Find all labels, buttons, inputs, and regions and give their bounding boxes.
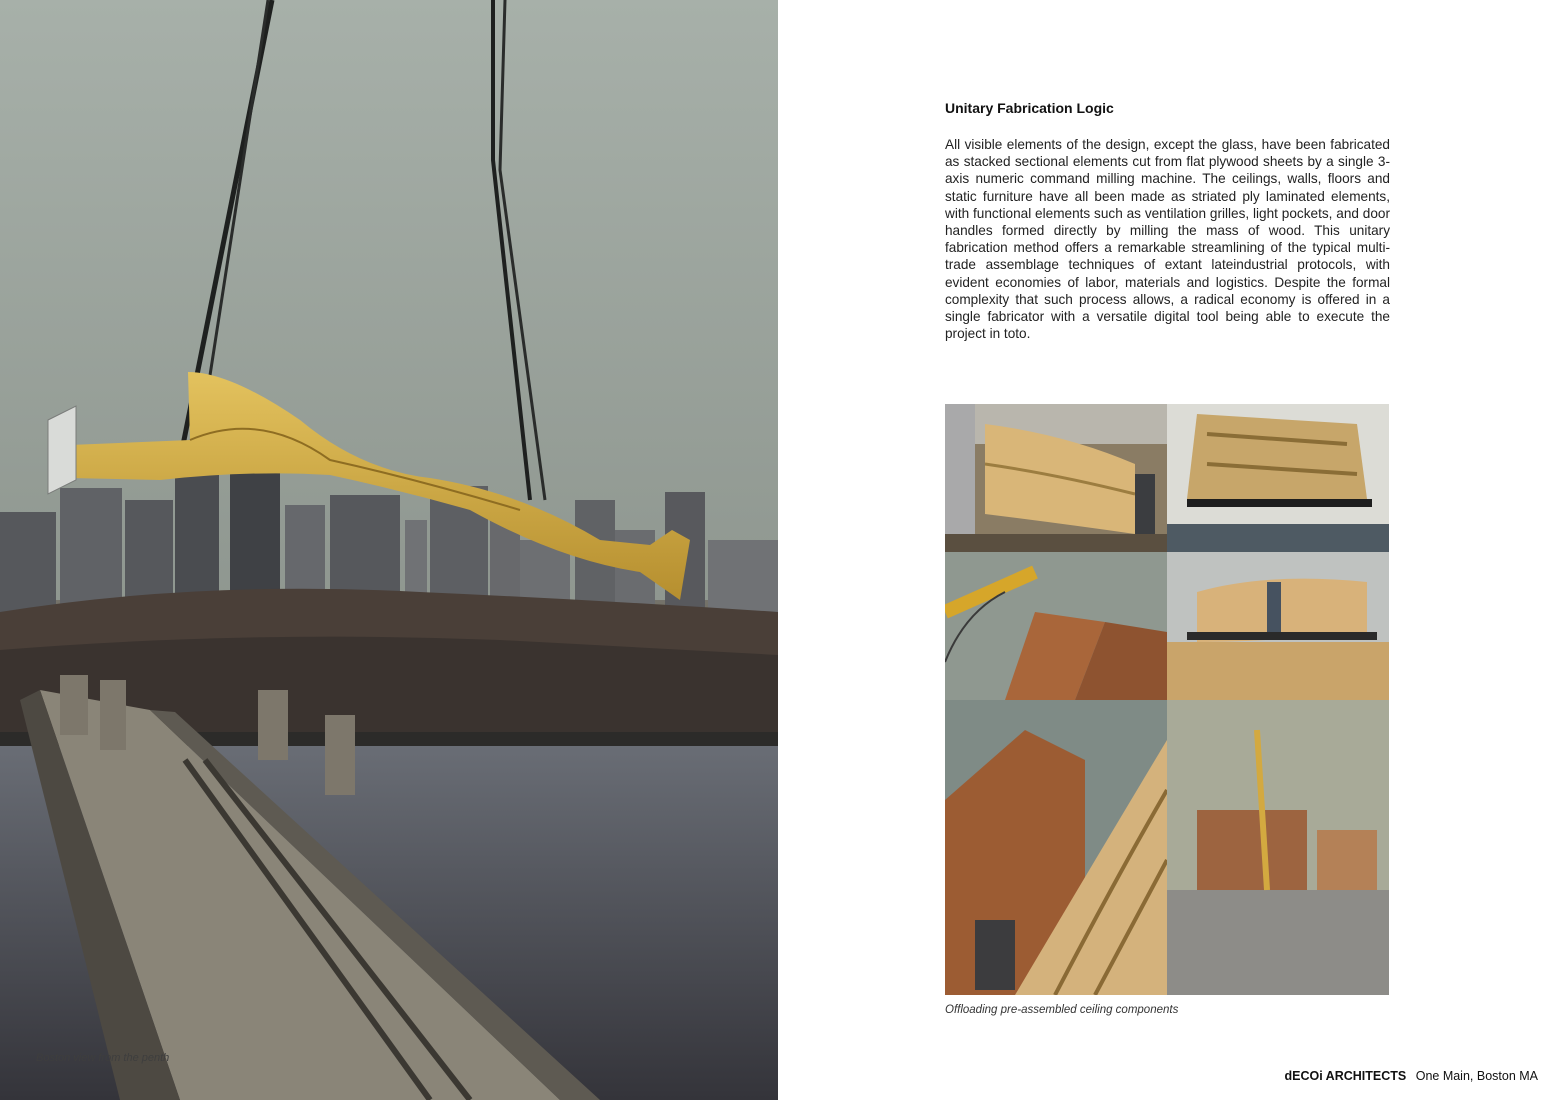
- article-body: All visible elements of the design, except the glass, have been fabricated as stacked sectional elements cut from flat plywood sheets by a single 3-axis numeric command milling machine. The ceilings, walls, floors and static furniture have all been made as striated ply laminated elements, with functional elements such as ventilation grilles, light pockets, and door handles formed directly by milling the mass of wood. This unitary fabrication method offers a remarkable streamlining of the typical multi-trade assemblage techniques of extant lateindustrial protocols, with evident economies of labor, materials and logistics. Despite the formal complexity that such process allows, a radical economy is offered in a single fabricator with a versatile digital tool being able to execute the project in toto.: [945, 137, 1390, 342]
- photo-tile: [945, 552, 1167, 700]
- grid-caption: Offloading pre-assembled ceiling components: [945, 1004, 1179, 1016]
- photo-grid: [945, 404, 1389, 995]
- photo-tile: [1167, 700, 1389, 995]
- article: [945, 100, 1390, 342]
- hero-caption: Boston view from the penth: [36, 1052, 170, 1064]
- firm-name: dECOi ARCHITECTS: [1284, 1069, 1407, 1083]
- photo-tile: [1167, 552, 1389, 700]
- photo-tile: [1167, 404, 1389, 552]
- firm-location: One Main, Boston MA: [1415, 1069, 1538, 1083]
- photo-tile: [945, 404, 1167, 552]
- photo-tile: [945, 700, 1167, 995]
- footer: [1284, 1069, 1538, 1083]
- article-title: Unitary Fabrication Logic: [945, 100, 1114, 116]
